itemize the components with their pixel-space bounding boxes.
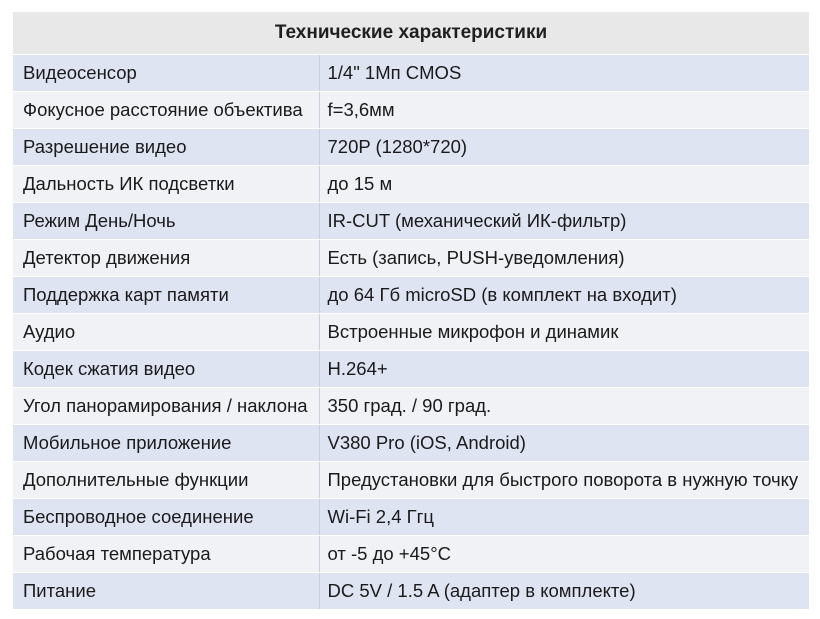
spec-value: Встроенные микрофон и динамик xyxy=(319,314,809,351)
table-row xyxy=(13,573,809,610)
table-title: Технические характеристики xyxy=(13,12,809,55)
table-row xyxy=(13,425,809,462)
spec-label: Мобильное приложение xyxy=(13,425,319,462)
table-row xyxy=(13,92,809,129)
table-row xyxy=(13,462,809,499)
table-row xyxy=(13,240,809,277)
spec-value: V380 Pro (iOS, Android) xyxy=(319,425,809,462)
spec-value: 350 град. / 90 град. xyxy=(319,388,809,425)
spec-value: 1/4" 1Мп CMOS xyxy=(319,55,809,92)
spec-label: Режим День/Ночь xyxy=(13,203,319,240)
spec-value: 720P (1280*720) xyxy=(319,129,809,166)
spec-label: Кодек сжатия видео xyxy=(13,351,319,388)
spec-label: Детектор движения xyxy=(13,240,319,277)
spec-value: от -5 до +45°C xyxy=(319,536,809,573)
spec-value: до 64 Гб microSD (в комплект на входит) xyxy=(319,277,809,314)
spec-value: DC 5V / 1.5 A (адаптер в комплекте) xyxy=(319,573,809,610)
table-row xyxy=(13,55,809,92)
spec-label: Аудио xyxy=(13,314,319,351)
spec-value: до 15 м xyxy=(319,166,809,203)
spec-value: IR-CUT (механический ИК-фильтр) xyxy=(319,203,809,240)
spec-label: Угол панорамирования / наклона xyxy=(13,388,319,425)
table-row xyxy=(13,203,809,240)
specs-table xyxy=(13,12,809,610)
spec-value: Предустановки для быстрого поворота в нужную точку xyxy=(319,462,809,499)
table-row xyxy=(13,351,809,388)
table-row xyxy=(13,536,809,573)
table-row xyxy=(13,499,809,536)
spec-label: Рабочая температура xyxy=(13,536,319,573)
table-row xyxy=(13,166,809,203)
spec-label: Разрешение видео xyxy=(13,129,319,166)
spec-label: Дополнительные функции xyxy=(13,462,319,499)
spec-value: f=3,6мм xyxy=(319,92,809,129)
table-header-row xyxy=(13,12,809,55)
spec-label: Фокусное расстояние объектива xyxy=(13,92,319,129)
spec-label: Поддержка карт памяти xyxy=(13,277,319,314)
table-row xyxy=(13,388,809,425)
spec-label: Беспроводное соединение xyxy=(13,499,319,536)
spec-value: Есть (запись, PUSH-уведомления) xyxy=(319,240,809,277)
spec-value: Wi-Fi 2,4 Ггц xyxy=(319,499,809,536)
spec-label: Видеосенсор xyxy=(13,55,319,92)
table-row xyxy=(13,314,809,351)
spec-label: Питание xyxy=(13,573,319,610)
spec-value: H.264+ xyxy=(319,351,809,388)
spec-label: Дальность ИК подсветки xyxy=(13,166,319,203)
table-row xyxy=(13,129,809,166)
table-row xyxy=(13,277,809,314)
